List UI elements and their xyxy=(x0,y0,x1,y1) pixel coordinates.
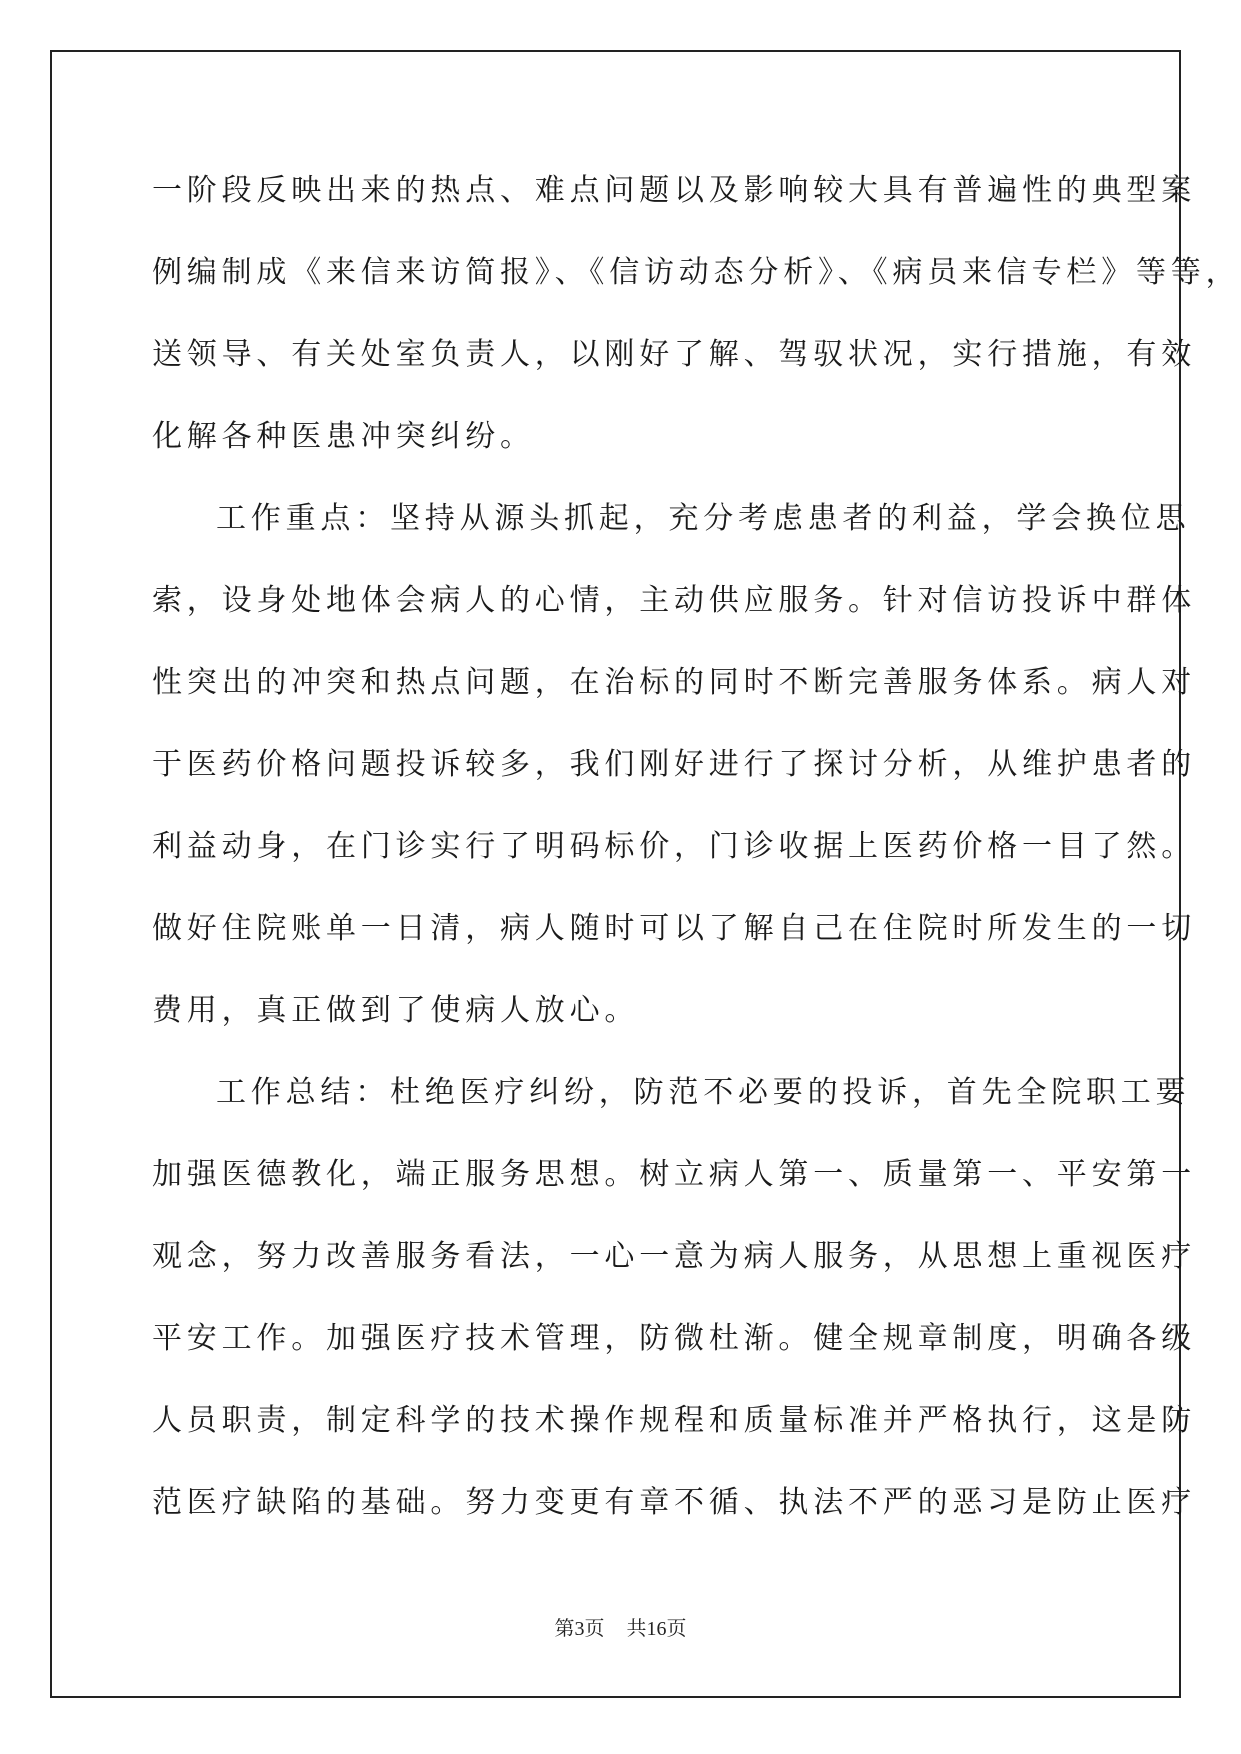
page-number: 第3页 xyxy=(554,1618,605,1640)
text-line: 送领导、有关处室负责人，以刚好了解、驾驭状况，实行措施，有效 xyxy=(152,337,1196,372)
text-line: 人员职责，制定科学的技术操作规程和质量标准并严格执行，这是防 xyxy=(152,1403,1196,1438)
text-line: 范医疗缺陷的基础。努力变更有章不循、执法不严的恶习是防止医疗 xyxy=(152,1485,1196,1520)
paragraph-start-line: 工作总结：杜绝医疗纠纷，防范不必要的投诉，首先全院职工要 xyxy=(216,1075,1191,1110)
document-body xyxy=(152,163,1241,1557)
page-footer xyxy=(0,1612,1241,1641)
text-line: 化解各种医患冲突纠纷。 xyxy=(152,419,535,454)
text-line: 费用，真正做到了使病人放心。 xyxy=(152,993,640,1028)
text-line: 利益动身，在门诊实行了明码标价，门诊收据上医药价格一目了然。 xyxy=(152,829,1196,864)
text-line: 加强医德教化，端正服务思想。树立病人第一、质量第一、平安第一 xyxy=(152,1157,1196,1192)
text-line: 一阶段反映出来的热点、难点问题以及影响较大具有普遍性的典型案 xyxy=(152,173,1196,208)
text-line: 做好住院账单一日清，病人随时可以了解自己在住院时所发生的一切 xyxy=(152,911,1196,946)
text-line: 索，设身处地体会病人的心情，主动供应服务。针对信访投诉中群体 xyxy=(152,583,1196,618)
page-total: 共16页 xyxy=(626,1618,687,1640)
text-line: 平安工作。加强医疗技术管理，防微杜渐。健全规章制度，明确各级 xyxy=(152,1321,1196,1356)
paragraph-start-line: 工作重点：坚持从源头抓起，充分考虑患者的利益，学会换位思 xyxy=(216,501,1191,536)
text-line: 例编制成《来信来访简报》、《信访动态分析》、《病员来信专栏》等等， xyxy=(152,255,1241,290)
text-line: 于医药价格问题投诉较多，我们刚好进行了探讨分析，从维护患者的 xyxy=(152,747,1196,782)
text-line: 观念，努力改善服务看法，一心一意为病人服务，从思想上重视医疗 xyxy=(152,1239,1196,1274)
text-line: 性突出的冲突和热点问题，在治标的同时不断完善服务体系。病人对 xyxy=(152,665,1196,700)
